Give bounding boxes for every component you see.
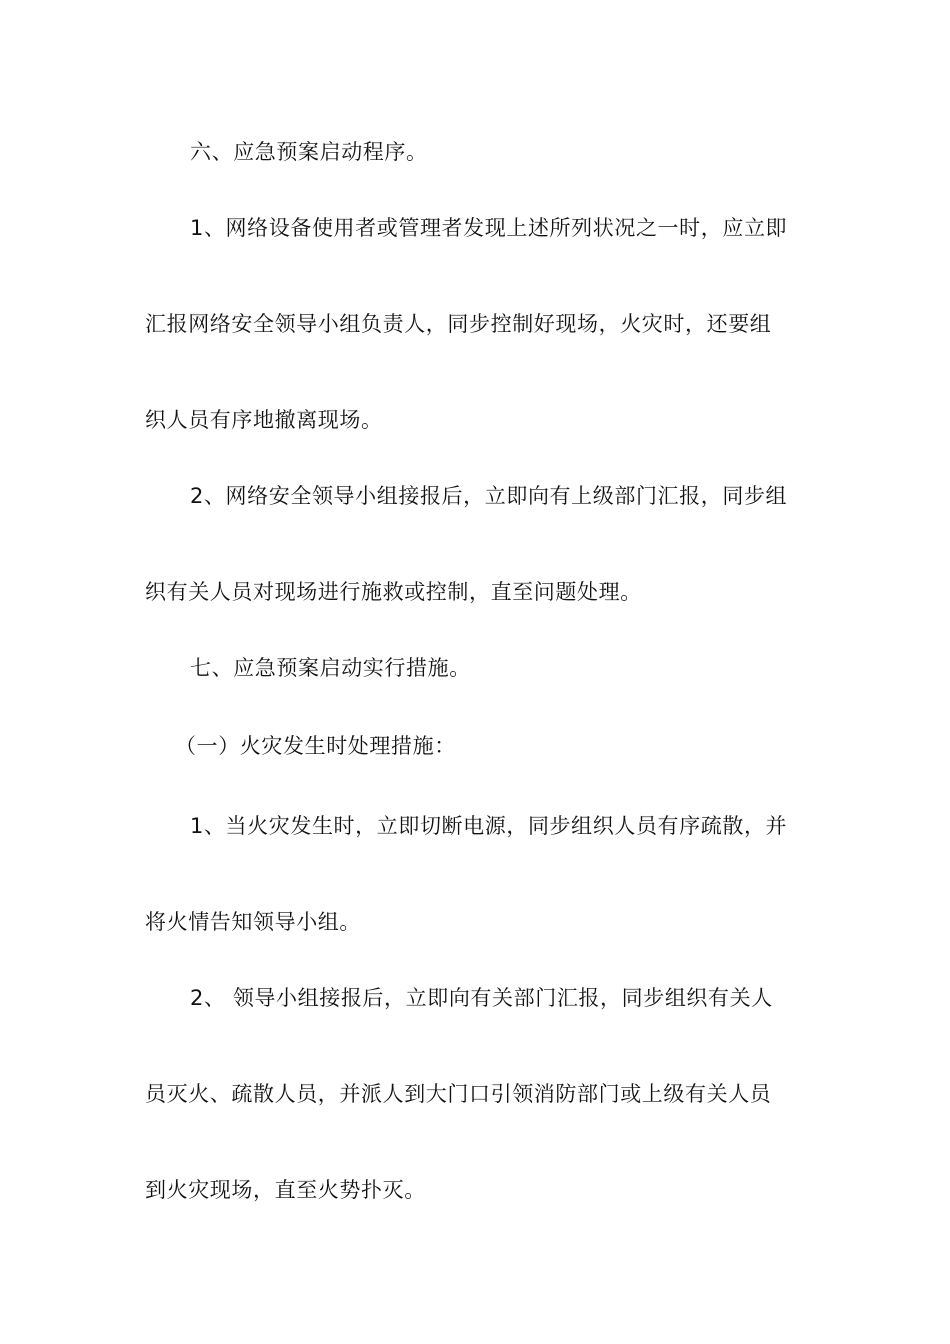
paragraph-line: 将火情告知领导小组。: [145, 910, 361, 934]
paragraph-line: 织人员有序地撤离现场。: [145, 408, 383, 432]
paragraph-line: 1、当火灾发生时，立即切断电源，同步组织人员有序疏散，并: [190, 814, 788, 838]
paragraph-line: 员灭火、疏散人员，并派人到大门口引领消防部门或上级有关人员: [145, 1082, 772, 1106]
paragraph-line: 汇报网络安全领导小组负责人，同步控制好现场，火灾时，还要组: [145, 312, 772, 336]
subsection-heading: （一）火灾发生时处理措施：: [175, 734, 456, 758]
paragraph-line: 织有关人员对现场进行施救或控制，直至问题处理。: [145, 580, 642, 604]
paragraph-line: 2、网络安全领导小组接报后，立即向有上级部门汇报，同步组: [190, 484, 788, 508]
paragraph-line: 1、网络设备使用者或管理者发现上述所列状况之一时，应立即: [190, 216, 788, 240]
paragraph-line: 2、 领导小组接报后，立即向有关部门汇报，同步组织有关人: [190, 986, 773, 1010]
section-heading-7: 七、应急预案启动实行措施。: [190, 656, 471, 680]
paragraph-line: 到火灾现场，直至火势扑灭。: [145, 1178, 426, 1202]
section-heading-6: 六、应急预案启动程序。: [190, 140, 428, 164]
